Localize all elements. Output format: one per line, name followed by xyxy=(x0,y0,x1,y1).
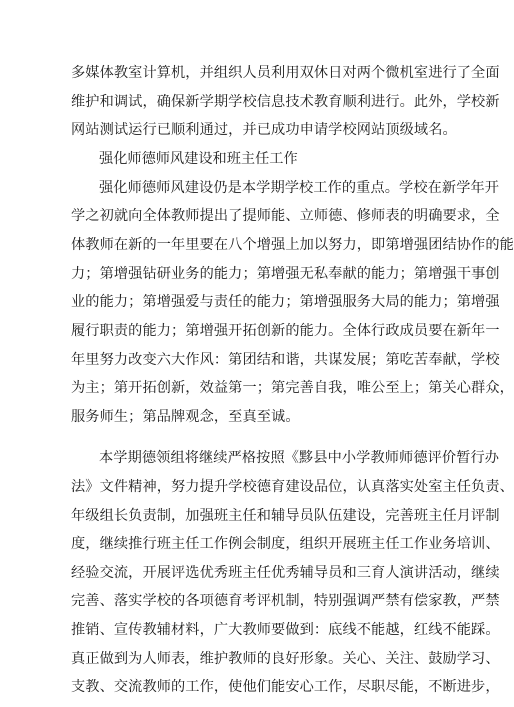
paragraph-line: 维护和调试，确保新学期学校信息技术教育顺利进行。此外，学校新 xyxy=(71,94,500,110)
paragraph-line: 完善、落实学校的各项德育考评机制，特别强调严禁有偿家教，严禁 xyxy=(71,593,500,609)
paragraph-line: 体教师在新的一年里要在八个增强上加以努力，即第增强团结协作的能 xyxy=(71,237,514,253)
paragraph-line: 力；第增强钻研业务的能力；第增强无私奉献的能力；第增强干事创 xyxy=(71,266,500,282)
paragraph-line: 度，继续推行班主任工作例会制度，组织开展班主任工作业务培训、 xyxy=(71,536,500,552)
paragraph-line: 履行职责的能力；第增强开拓创新的能力。全体行政成员要在新年一 xyxy=(71,323,500,339)
paragraph-line: 学之初就向全体教师提出了提师能、立师德、修师表的明确要求，全 xyxy=(71,208,500,224)
paragraph-line: 年级组长负责制，加强班主任和辅导员队伍建设，完善班主任月评制 xyxy=(71,508,500,524)
paragraph-line: 经验交流，开展评选优秀班主任优秀辅导员和三育人演讲活动，继续 xyxy=(71,565,500,581)
paragraph-line: 本学期德领组将继续严格按照《黟县中小学教师师德评价暂行办 xyxy=(99,450,500,466)
section-heading: 强化师德师风建设和班主任工作 xyxy=(99,151,298,167)
paragraph-line: 支教、交流教师的工作，使他们能安心工作，尽职尽能，不断进步， xyxy=(71,679,500,695)
paragraph-line: 服务师生；第品牌观念，至真至诚。 xyxy=(71,409,300,425)
paragraph-line: 强化师德师风建设仍是本学期学校工作的重点。学校在新学年开 xyxy=(99,180,500,196)
paragraph-line: 业的能力；第增强爱与责任的能力；第增强服务大局的能力；第增强 xyxy=(71,294,500,310)
paragraph-line: 真正做到为人师表，维护教师的良好形象。关心、关注、鼓励学习、 xyxy=(71,651,500,667)
paragraph-line: 法》文件精神，努力提升学校德育建设品位，认真落实处室主任负责、 xyxy=(71,479,514,495)
paragraph-line: 为主；第开拓创新，效益第一；第完善自我，唯公至上；第关心群众， xyxy=(71,380,514,396)
paragraph-line: 网站测试运行已顺利通过，并已成功申请学校网站顶级域名。 xyxy=(71,122,457,138)
paragraph-line: 多媒体教室计算机，并组织人员利用双休日对两个微机室进行了全面 xyxy=(71,65,500,81)
paragraph-line: 年里努力改变六大作风：第团结和谐，共谋发展；第吃苦奉献，学校 xyxy=(71,352,500,368)
paragraph-line: 推销、宣传教辅材料，广大教师要做到：底线不能越，红线不能踩。 xyxy=(71,622,500,638)
